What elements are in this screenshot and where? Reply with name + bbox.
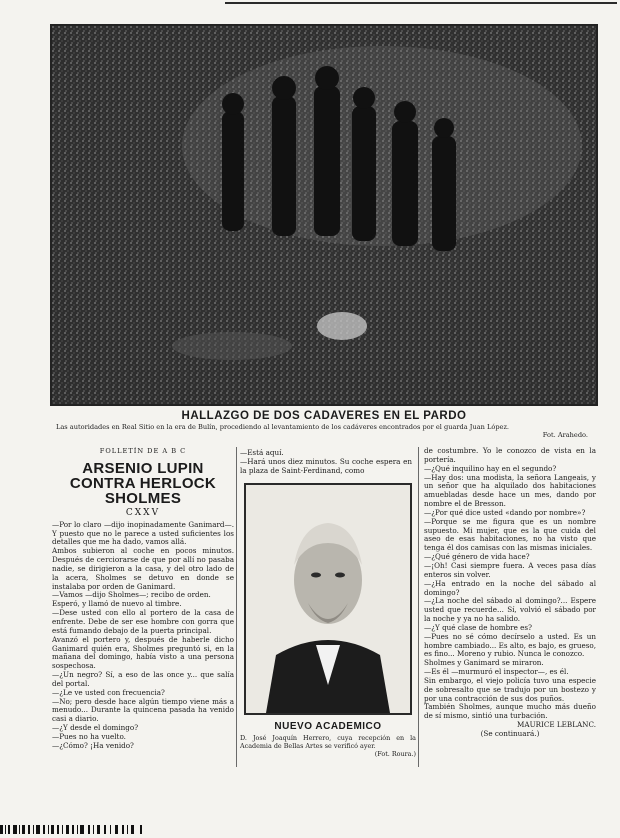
paragraph: —¿Qué género de vida hace? <box>424 552 530 562</box>
author-signature: MAURICE LEBLANC. <box>517 720 596 730</box>
left-column <box>52 447 234 751</box>
portrait-credit: (Fot. Roura.) <box>374 750 416 758</box>
paragraph: Avanzó el portero y, después de haberle dicho Ganimard quién era, Sholmes preguntó si, en la mañana del domingo, había visto a una persona sospechosa. <box>52 634 234 671</box>
paragraph: —Porque se me figura que es un nombre supuesto. Mi mujer, que es la que cuida del aseo de esas habitaciones, no ha visto que tenga él dos camisas con las mismas iniciales. <box>424 516 596 553</box>
paragraph: de costumbre. Yo le conozco de vista en la portería. <box>424 446 596 464</box>
scan-barcode <box>0 819 620 828</box>
paragraph: —Pues no sé cómo decírselo a usted. Es un hombre cambiado... Es alto, es bajo, es grueso, es fino... Moreno y rubio. Nunca le conozco. <box>424 631 596 659</box>
paragraph: —Dese usted con ello al portero de la casa de enfrente. Debe de ser ese hombre con gorra que está fumando debajo de la puerta principal. <box>52 608 234 635</box>
paragraph: —¿Un negro? Sí, a eso de las once y... que salía del portal. <box>52 670 234 688</box>
paragraph: —Hay dos: una modista, la señora Langeais, y un señor que ha alquilado dos habitaciones amuebladas desde hace un mes, dando por nombre el de Bresson. <box>424 472 596 509</box>
portrait-caption <box>240 734 416 758</box>
paragraph: Sin embargo, el viejo policía tuvo una especie de sobresalto que se tradujo por un bostezo y por una contracción de sus dos puños. <box>424 675 596 703</box>
paragraph: —Hará unos diez minutos. Su coche espera en la plaza de Saint-Ferdinand, como <box>240 456 412 475</box>
column-divider <box>418 447 419 767</box>
paragraph: —Por lo claro —dijo inopinadamente Ganimard—. Y puesto que no le parece a usted suficientes los detalles que me ha dado, vamos allá. <box>52 519 234 547</box>
paragraph: Sholmes y Ganimard se miraron. <box>424 658 544 668</box>
paragraph: —¿Y desde el domingo? <box>52 723 139 733</box>
photo-credit: Fot. Arahedo. <box>542 431 588 439</box>
portrait-caption-text: D. José Joaquín Herrero, cuya recepción en la Academia de Bellas Artes se verificó ayer. <box>240 734 416 750</box>
paragraph: —¿Qué inquilino hay en el segundo? <box>424 463 557 473</box>
paragraph: —¿Le ve usted con frecuencia? <box>52 687 165 697</box>
paragraph: —¿Por qué dice usted «dando por nombre»? <box>424 507 586 517</box>
folletin-header: FOLLETÍN DE A B C <box>99 447 187 455</box>
paragraph: —No; pero desde hace algún tiempo viene más a menudo... Durante la quincena pasada ha venido casi a diario. <box>52 696 234 724</box>
paragraph: —¿Y qué clase de hombre es? <box>424 622 532 632</box>
serial-headline: ARSENIO LUPIN CONTRA HERLOCK SHOLMES <box>69 459 217 507</box>
paragraph: —¿La noche del sábado al domingo?... Espere usted que recuerde... Sí, volvió el sábado por la noche y ya no ha salido. <box>424 596 596 624</box>
paragraph: —Está aquí. <box>240 448 284 457</box>
continuation-note: (Se continuará.) <box>480 729 540 738</box>
chapter-number: CXXV <box>125 507 161 518</box>
middle-column <box>240 449 412 476</box>
right-column <box>424 447 596 739</box>
news-photo <box>50 24 598 406</box>
paragraph: —¿Cómo? ¡Ha venido? <box>52 740 134 750</box>
paragraph: Ambos subieron al coche en pocos minutos. Después de cerciorarse de que por allí no pasaba nadie, se dirigieron a la casa, y del otro lado de la acera, Sholmes se detuvo en donde se instalaba por orden de Ganimard. <box>52 546 234 591</box>
paragraph: También Sholmes, aunque mucho más dueño de sí mismo, sintió una turbación. <box>424 702 596 721</box>
portrait-title: NUEVO ACADEMICO <box>274 721 382 732</box>
paragraph: —Vamos —dijo Sholmes—; recibo de orden. <box>52 590 211 600</box>
top-rule <box>225 2 617 4</box>
paragraph: —Es él —murmuró el inspector—, es él. <box>424 667 569 677</box>
column-divider <box>236 447 237 767</box>
paragraph: —¡Oh! Casi siempre fuera. A veces pasa días enteros sin volver. <box>424 560 596 579</box>
paragraph: Esperó, y llamó de nuevo al timbre. <box>52 599 182 609</box>
photo-title: HALLAZGO DE DOS CADAVERES EN EL PARDO <box>181 410 467 422</box>
paragraph: —¿Ha entrado en la noche del sábado al domingo? <box>424 578 596 597</box>
portrait-photo <box>244 483 412 715</box>
photo-caption: Las autoridades en Real Sitio en la era de Bulín, procediendo al levantamiento de los cadáveres encontrados por el guarda Juan López. <box>56 423 510 431</box>
paragraph: —Pues no ha vuelto. <box>52 731 126 741</box>
